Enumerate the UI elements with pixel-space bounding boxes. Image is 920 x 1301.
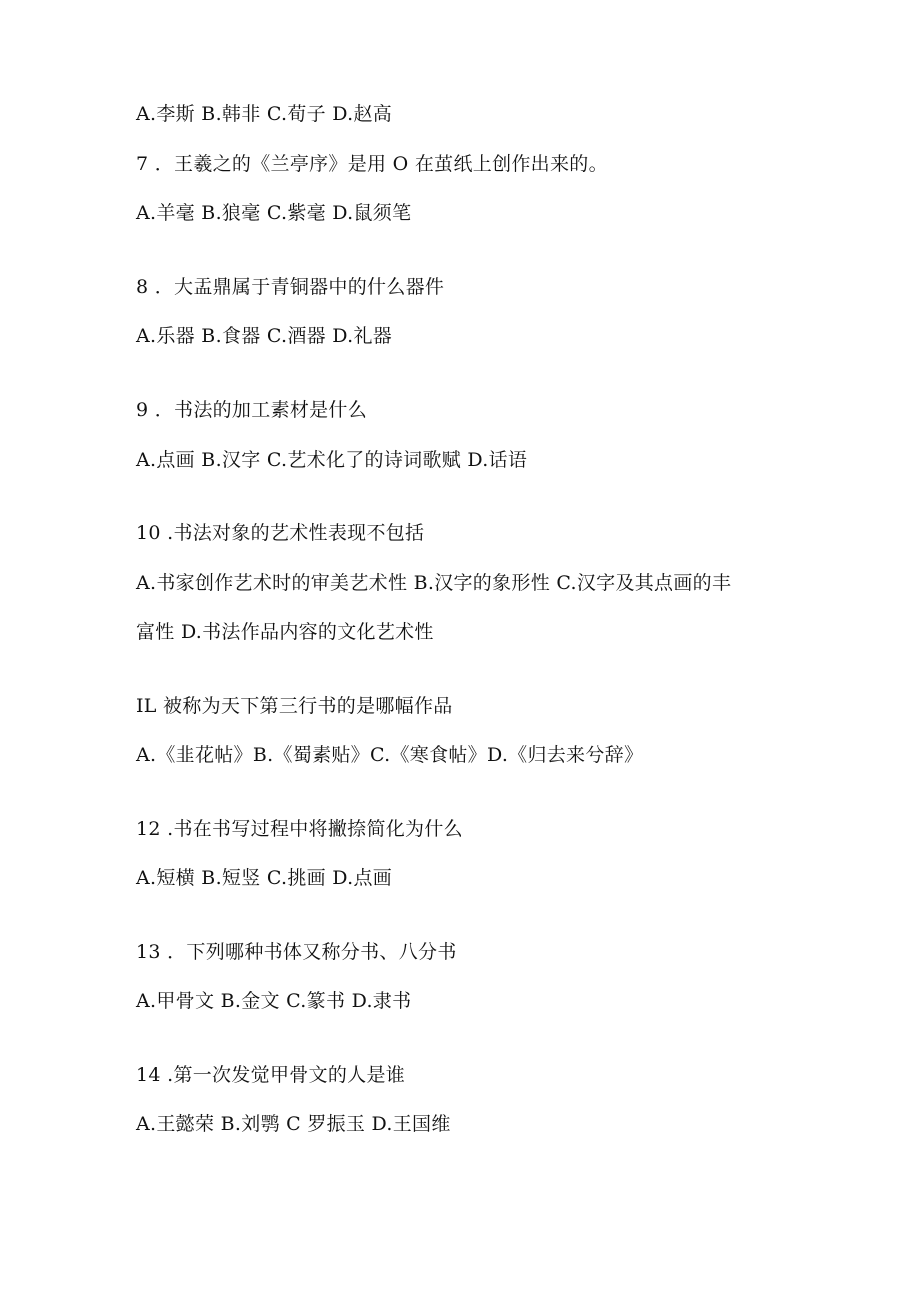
question-7: 7 ．王羲之的《兰亭序》是用 O 在茧纸上创作出来的。: [136, 153, 608, 175]
answer-options-q14: A.王懿荣 B.刘鹗 C 罗振玉 D.王国维: [136, 1113, 451, 1135]
answer-options-q10-line1: A.书家创作艺术时的审美艺术性 B.汉字的象形性 C.汉字及其点画的丰: [136, 572, 732, 594]
answer-options-q8: A.乐器 B.食器 C.酒器 D.礼器: [136, 325, 393, 347]
answer-options-q7: A.羊毫 B.狼毫 C.紫毫 D.鼠须笔: [136, 202, 412, 224]
answer-options-q10-line2: 富性 D.书法作品内容的文化艺术性: [136, 621, 434, 643]
question-13: 13 ．下列哪种书体又称分书、八分书: [136, 941, 457, 963]
answer-options-q6: A.李斯 B.韩非 C.荀子 D.赵高: [136, 103, 393, 125]
question-9: 9 ．书法的加工素材是什么: [136, 399, 368, 421]
question-12: 12 .书在书写过程中将撇捺简化为什么: [136, 818, 463, 840]
question-11: IL 被称为天下第三行书的是哪幅作品: [136, 695, 453, 717]
answer-options-q11: A.《韭花帖》B.《蜀素贴》C.《寒食帖》D.《归去来兮辞》: [136, 744, 644, 766]
question-10: 10 .书法对象的艺术性表现不包括: [136, 522, 425, 544]
question-8: 8 ．大盂鼎属于青铜器中的什么器件: [136, 276, 445, 298]
question-14: 14 .第一次发觉甲骨文的人是谁: [136, 1064, 406, 1086]
answer-options-q13: A.甲骨文 B.金文 C.篆书 D.隶书: [136, 990, 412, 1012]
answer-options-q9: A.点画 B.汉字 C.艺术化了的诗词歌赋 D.话语: [136, 449, 528, 471]
answer-options-q12: A.短横 B.短竖 C.挑画 D.点画: [136, 867, 393, 889]
